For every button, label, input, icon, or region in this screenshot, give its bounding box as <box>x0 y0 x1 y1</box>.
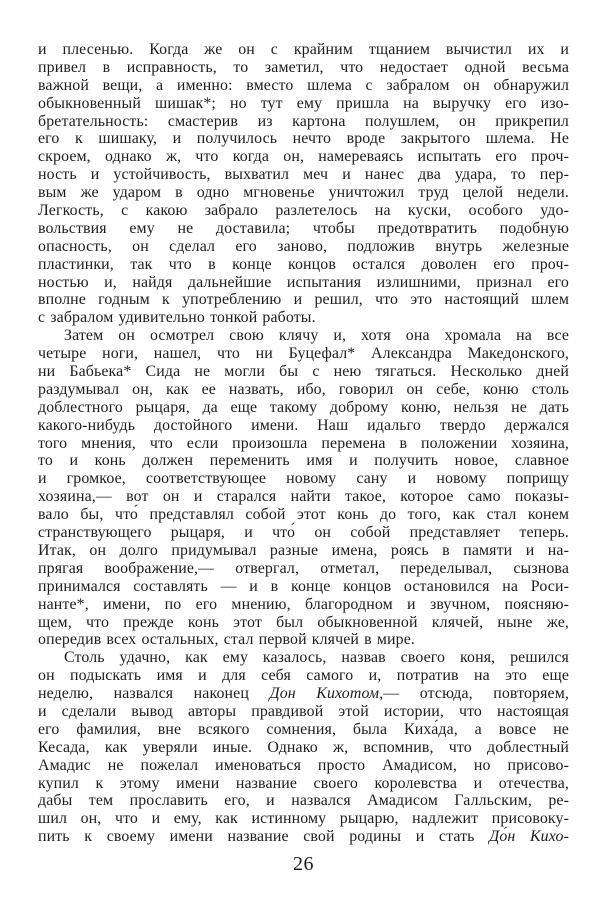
text-line: бретательность: смастерив из картона полушлем, он прикрепил <box>38 112 569 130</box>
text-line: он подыскать имя и для себя самого и, потратив на это еще <box>38 667 569 685</box>
text-line: Затем он осмотрел свою клячу и, хотя она хромала на все <box>64 327 569 345</box>
page-text <box>38 41 569 846</box>
text-line: прягая воображение,— отвергал, отметал, переделывал, сызнова <box>38 559 569 577</box>
paragraph <box>38 327 569 649</box>
text-line: дабы тем прославить его, и назвался Амадисом Галльским, ре- <box>38 792 569 810</box>
italic-run: До́н Кихо- <box>489 828 570 846</box>
text-line: Кесада, как уверяли иные. Однако ж, вспомнив, что доблестный <box>38 738 569 756</box>
text-line: и сделали вывод авторы правдивой этой истории, что настоящая <box>38 702 569 720</box>
text-run: пить к своему имени название свой родины и стать <box>38 828 490 846</box>
text-line: опасность, он сделал его заново, подложив внутрь железные <box>38 237 569 255</box>
text-line: купил к этому имени название своего королевства и отечества, <box>38 774 569 792</box>
text-line: хозяина,— вот он и старался найти такое, которое само показы- <box>38 488 569 506</box>
text-line: странствующего рыцаря, и что́ он собой представляет теперь. <box>38 524 569 542</box>
text-line: его фамилия, вне всякого сомнения, была Киха́да, а вовсе не <box>38 720 569 738</box>
text-line: его к шишаку, и получилось нечто вроде закрытого шлема. Не <box>38 130 569 148</box>
text-line: вольствия ему не доставила; чтобы предотвратить подобную <box>38 219 569 237</box>
text-line <box>38 685 569 703</box>
italic-run: Дон Кихотом <box>269 685 380 703</box>
text-line: того мнения, что если произошла перемена в положении хозяина, <box>38 434 569 452</box>
text-line: ни Бабьека* Сида не могли бы с нею тягаться. Несколько дней <box>38 363 569 381</box>
text-line: пластинки, так что в конце концов остался доволен его проч- <box>38 255 569 273</box>
paragraph <box>38 649 569 846</box>
text-line: нанте*, имени, по его мнению, благородном и звучном, поясняю- <box>38 595 569 613</box>
text-line: Легкость, с какою забрало разлетелось на куски, особого удо- <box>38 202 569 220</box>
text-line: опередив всех остальных, стал первой клячей в мире. <box>38 631 415 649</box>
text-line: и громкое, соответствующее новому сану и новому поприщу <box>38 470 569 488</box>
text-line: важной вещи, а именно: вместо шлема с забралом он обнаружил <box>38 76 569 94</box>
text-line: ностью и, найдя дальнейшие испытания излишними, признал его <box>38 273 569 291</box>
text-line: вало бы, что́ представлял собой этот конь до того, как стал конем <box>38 506 569 524</box>
text-line: то и конь должен переменить имя и получить новое, славное <box>38 452 569 470</box>
text-line: с забралом удивительно тонкой работы. <box>38 309 316 327</box>
text-line: принимался составлять — и в конце концов остановился на Роси- <box>38 577 569 595</box>
text-line: доблестного рыцаря, да еще такому доброму коню, нельзя не дать <box>38 398 569 416</box>
text-line: четыре ноги, нашел, что ни Буцефал* Александра Македонского, <box>38 345 569 363</box>
text-line <box>38 828 569 846</box>
text-line: вполне годным к употреблению и решил, что это настоящий шлем <box>38 291 569 309</box>
text-line: какого-нибудь достойного имени. Наш идальго твердо держался <box>38 416 569 434</box>
text-line: раздумывал он, как ее назвать, ибо, говорил он себе, коню столь <box>38 380 569 398</box>
page-number: 26 <box>293 853 314 875</box>
text-line: ность и устойчивость, выхватил меч и нанес два удара, то пер- <box>38 166 569 184</box>
text-line: щем, что прежде конь этот был обыкновенной клячей, ныне же, <box>38 613 569 631</box>
text-line: и плесенью. Когда же он с крайним тщанием вычистил их и <box>38 41 569 58</box>
text-line: скроем, однако ж, что когда он, намереваясь испытать его проч- <box>38 148 569 166</box>
text-line: Амадис не пожелал именоваться просто Амадисом, но присово- <box>38 756 569 774</box>
text-line: шил он, что и ему, как истинному рыцарю, надлежит присовоку- <box>38 810 569 828</box>
text-run: ,— отсюда, повторяем, <box>379 685 569 703</box>
text-line: Итак, он долго придумывал разные имена, роясь в памяти и на- <box>38 541 569 559</box>
text-run: неделю, назвался наконец <box>38 685 270 703</box>
text-line: вым же ударом в одно мгновенье уничтожил труд целой недели. <box>38 184 569 202</box>
text-line: обыкновенный шишак*; но тут ему пришла на выручку его изо- <box>38 94 569 112</box>
text-line: Столь удачно, как ему казалось, назвав своего коня, решился <box>64 649 569 667</box>
paragraph <box>38 41 569 327</box>
text-line: привел в исправность, то заметил, что недостает одной весьма <box>38 58 569 76</box>
